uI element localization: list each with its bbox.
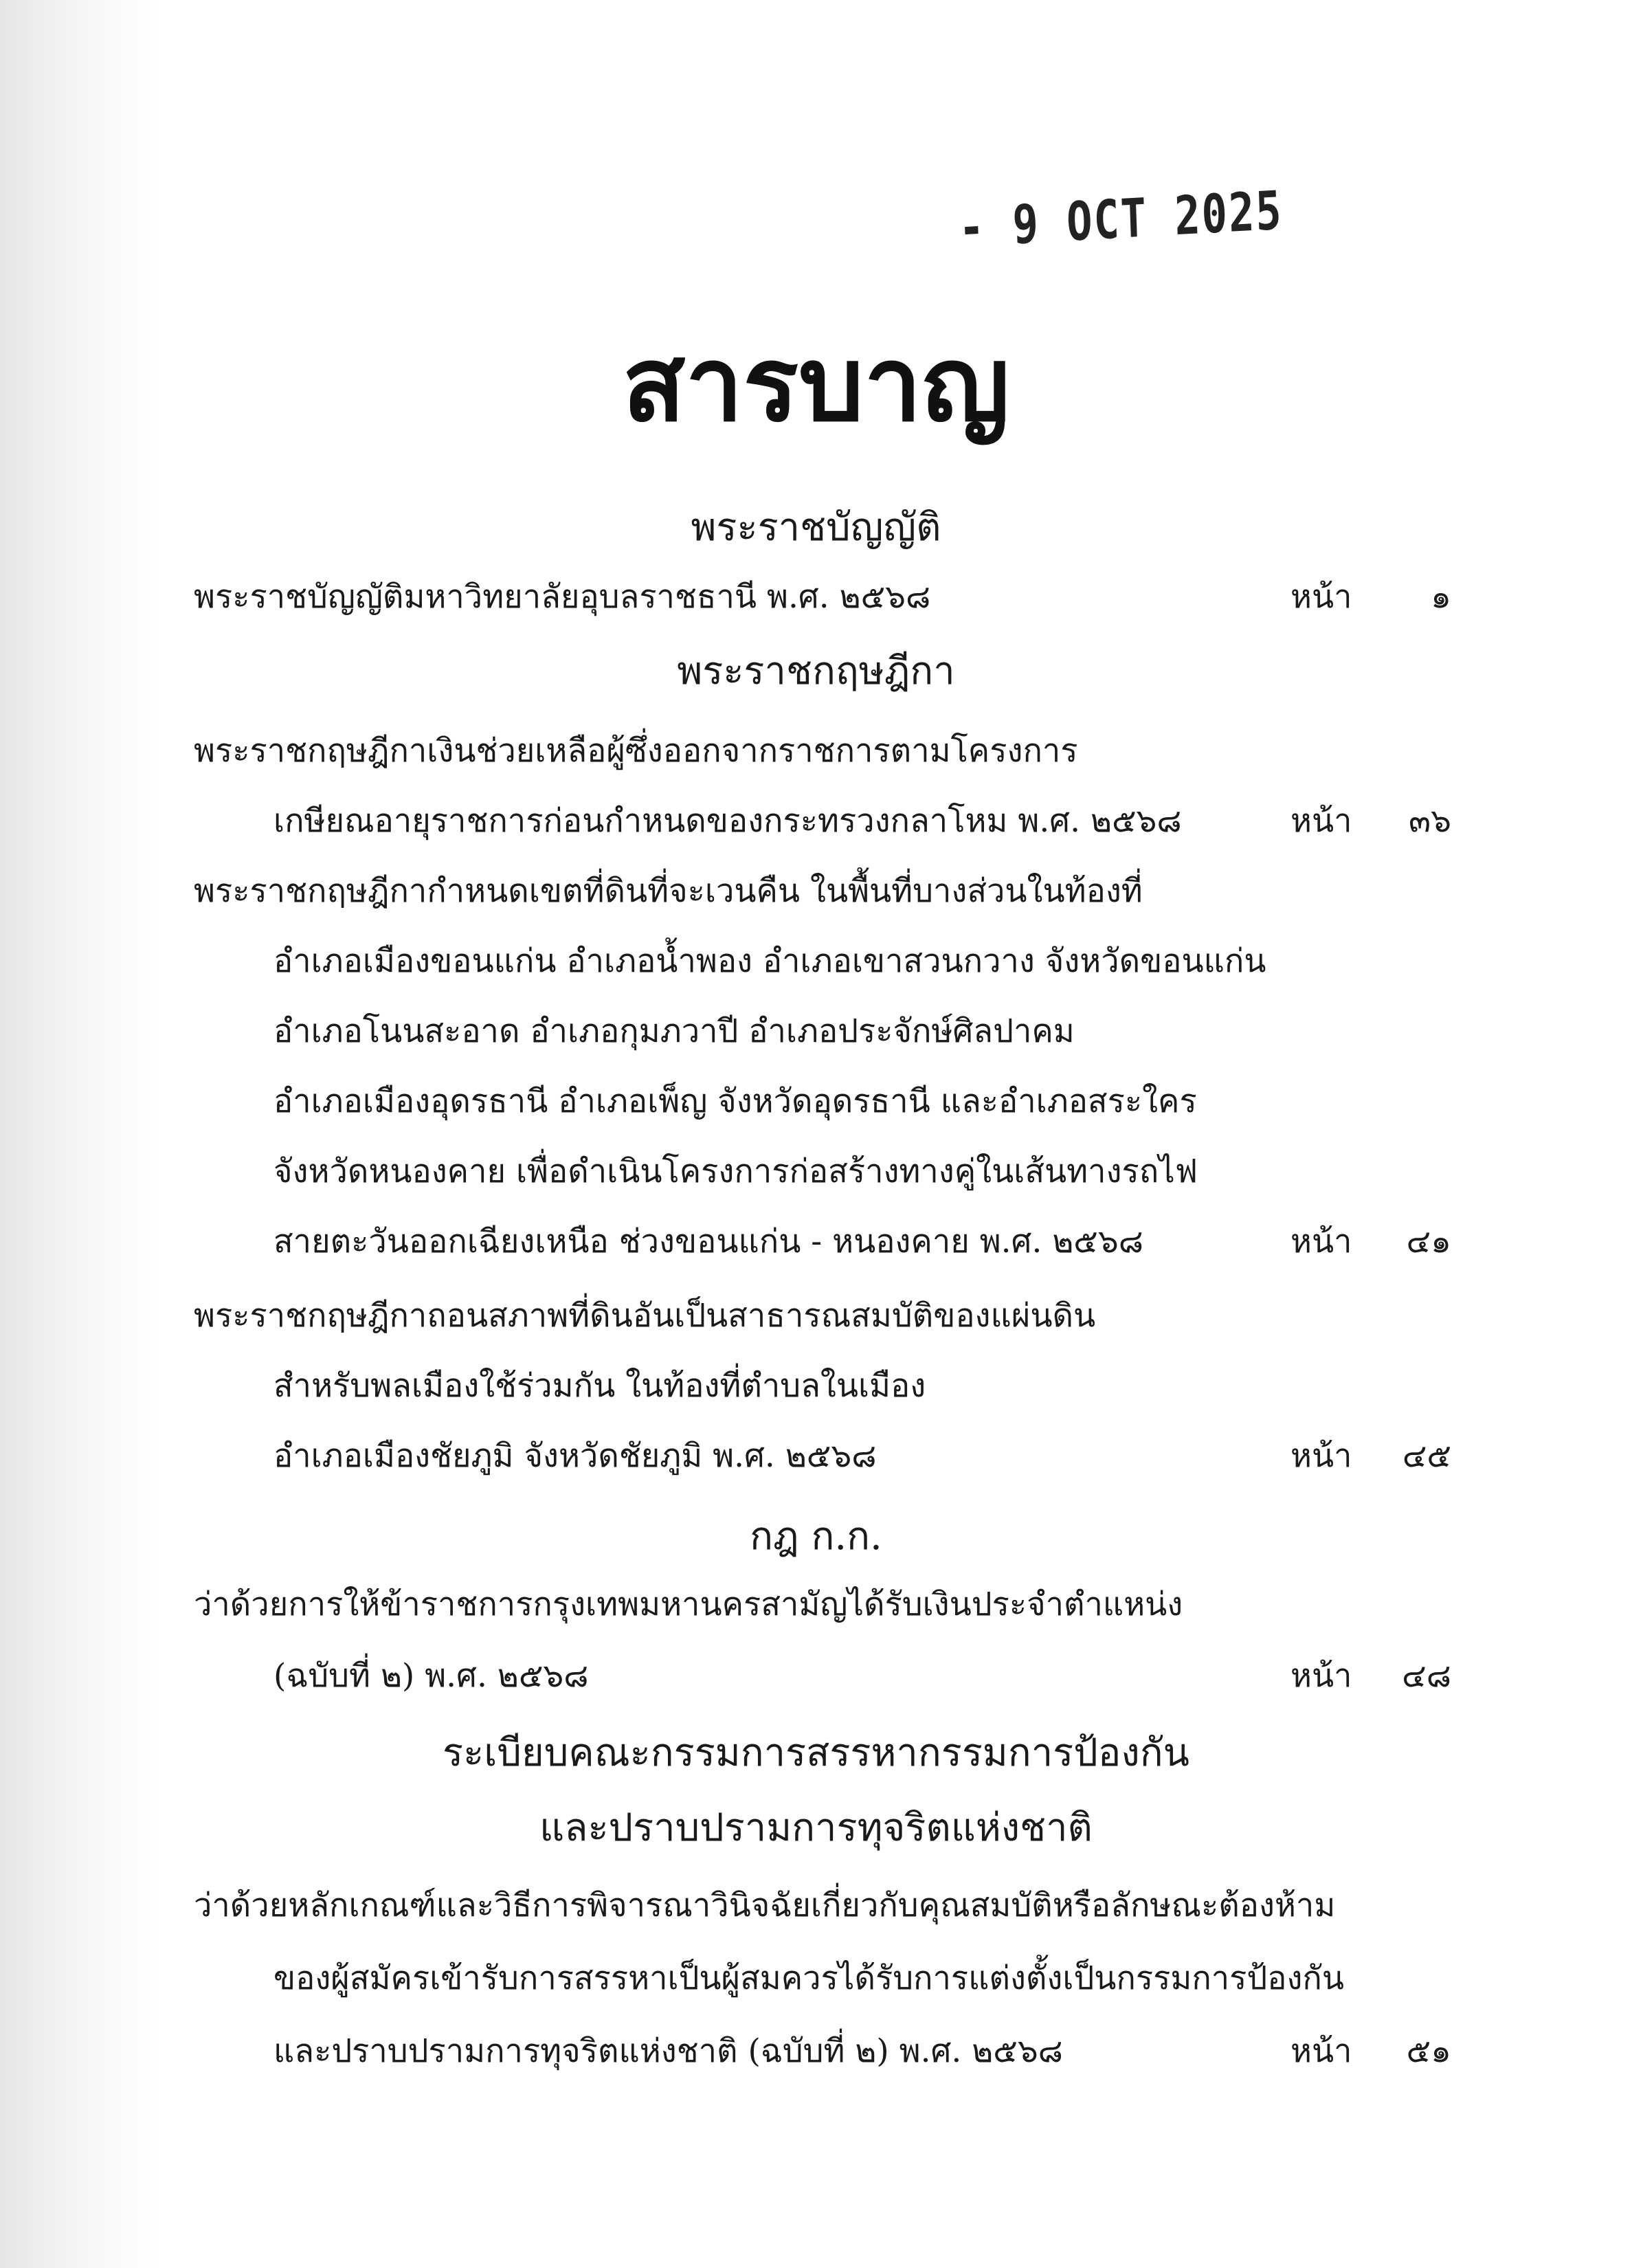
page-title: สารบาญ xyxy=(622,325,1010,445)
toc-entry-line: พระราชกฤษฎีกาถอนสภาพที่ดินอันเป็นสาธารณสมบัติของแผ่นดิน xyxy=(194,1297,1096,1335)
page-label: หน้า xyxy=(1290,1657,1352,1695)
section-heading: ระเบียบคณะกรรมการสรรหากรรมการป้องกัน xyxy=(443,1731,1189,1775)
page-label: หน้า xyxy=(1290,1437,1352,1475)
toc-entry-line: พระราชกฤษฎีกากำหนดเขตที่ดินที่จะเวนคืน ในพื้นที่บางส่วนในท้องที่ xyxy=(194,872,1143,910)
page-number: ๔๑ xyxy=(1406,1223,1451,1260)
toc-entry-line: จังหวัดหนองคาย เพื่อดำเนินโครงการก่อสร้างทางคู่ในเส้นทางรถไฟ xyxy=(273,1153,1198,1190)
page-label: หน้า xyxy=(1290,1223,1352,1260)
toc-entry-line: อำเภอโนนสะอาด อำเภอกุมภวาปี อำเภอประจักษ์ศิลปาคม xyxy=(273,1012,1075,1050)
page-label: หน้า xyxy=(1290,578,1352,616)
toc-entry-line: ว่าด้วยการให้ข้าราชการกรุงเทพมหานครสามัญได้รับเงินประจำตำแหน่ง xyxy=(194,1586,1183,1623)
page-number: ๕๑ xyxy=(1406,2032,1451,2070)
page-label: หน้า xyxy=(1290,802,1352,840)
section-heading: กฎ ก.ก. xyxy=(750,1514,882,1559)
date-stamp: - 9 OCT 2025 xyxy=(957,179,1284,260)
toc-entry-line: อำเภอเมืองขอนแก่น อำเภอน้ำพอง อำเภอเขาสวนกวาง จังหวัดขอนแก่น xyxy=(273,942,1266,980)
toc-entry-line: และปราบปรามการทุจริตแห่งชาติ (ฉบับที่ ๒) พ.ศ. ๒๕๖๘ xyxy=(273,2032,1063,2070)
toc-entry-line: สายตะวันออกเฉียงเหนือ ช่วงขอนแก่น - หนองคาย พ.ศ. ๒๕๖๘ xyxy=(273,1223,1143,1260)
toc-entry-line: ของผู้สมัครเข้ารับการสรรหาเป็นผู้สมควรได้รับการแต่งตั้งเป็นกรรมการป้องกัน xyxy=(273,1959,1345,1997)
page-number: ๓๖ xyxy=(1409,802,1451,840)
section-heading: พระราชบัญญัติ xyxy=(691,505,941,550)
toc-entry-line: เกษียณอายุราชการก่อนกำหนดของกระทรวงกลาโหม พ.ศ. ๒๕๖๘ xyxy=(273,802,1182,840)
page-number: ๑ xyxy=(1431,578,1451,616)
page-label: หน้า xyxy=(1290,2032,1352,2070)
toc-entry-line: ว่าด้วยหลักเกณฑ์และวิธีการพิจารณาวินิจฉัยเกี่ยวกับคุณสมบัติหรือลักษณะต้องห้าม xyxy=(194,1887,1336,1924)
toc-entry-line: อำเภอเมืองอุดรธานี อำเภอเพ็ญ จังหวัดอุดรธานี และอำเภอสระใคร xyxy=(273,1082,1197,1120)
page-number: ๔๘ xyxy=(1402,1657,1451,1695)
section-heading: พระราชกฤษฎีกา xyxy=(677,649,955,693)
toc-entry-line: อำเภอเมืองชัยภูมิ จังหวัดชัยภูมิ พ.ศ. ๒๕๖๘ xyxy=(273,1437,877,1475)
toc-entry-line: สำหรับพลเมืองใช้ร่วมกัน ในท้องที่ตำบลในเมือง xyxy=(273,1367,926,1405)
page-number: ๔๕ xyxy=(1402,1437,1451,1475)
toc-entry-line: พระราชบัญญัติมหาวิทยาลัยอุบลราชธานี พ.ศ. ๒๕๖๘ xyxy=(194,578,931,616)
toc-entry-line: พระราชกฤษฎีกาเงินช่วยเหลือผู้ซึ่งออกจากราชการตามโครงการ xyxy=(194,732,1078,770)
section-heading: และปราบปรามการทุจริตแห่งชาติ xyxy=(539,1805,1093,1850)
toc-entry-line: (ฉบับที่ ๒) พ.ศ. ๒๕๖๘ xyxy=(273,1657,589,1695)
